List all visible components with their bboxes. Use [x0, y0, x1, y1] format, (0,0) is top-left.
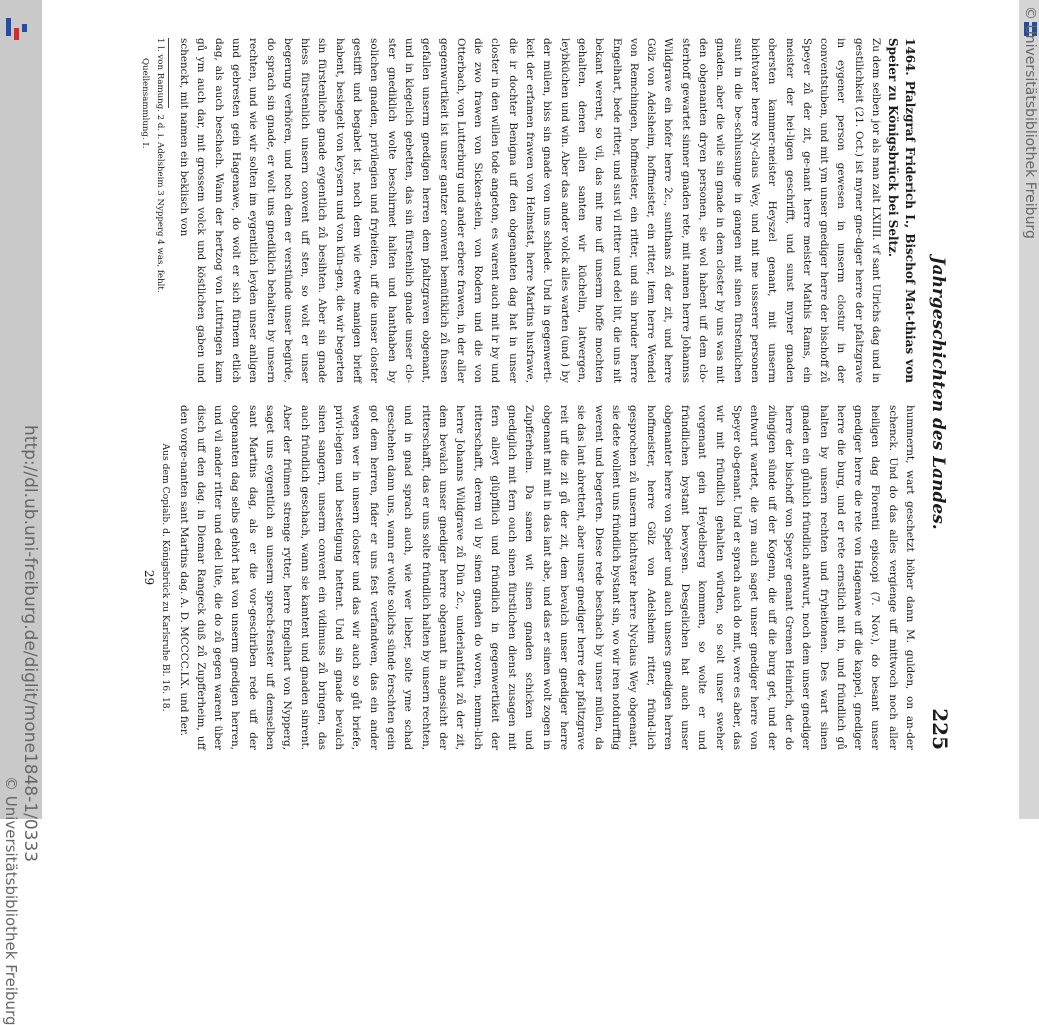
copyright-notice: © Universitätsbibliothek Freiburg	[2, 776, 20, 1025]
scanned-page	[84, 38, 952, 750]
signature-mark: Quellensammlung. I.	[139, 58, 150, 149]
left-column	[136, 38, 918, 383]
right-column-text: hummernt, wart geschetzt höher dann M. gulden, on an-der schenck. Und do das alles vergienge uff mittwoch noch aller heiligen dag Florentii episcopi (7. Nov.), do besant unser gnediger herre die rete von Hagenawe uff die kappel, gnediger herre die burg, und er rete ernstlich mit in, und fründlich gů halten by unsern rechten und fryheitonen. Des wart sinen gnaden ein gůnlich fründlich antwurt, noch dem unser gnediger herre der bischoff von Speyer genant Grenen Heinrich, der do züngigen sünde uff der Kogenn, die uff die burg get, und der entwurt wartet, die ym auch saget unser gnediger herre von Speyer ob-genant. Und er sprach auch do mit, were es aber, das wir mit fründlich gehalten würden, so solt unser sweher vorgenant gein Heydelberg kommen, so wolte er und fründlichen bystant bewysen. Desgelichen hat auch unser obgenanter herre von Speier und auch unsers gnedigen herren hoffmeister, herre Gölz von Adelsheim ritter, fründ-lich gesprochen zů unserm bichtvater herre Nyclaus Wey obgenant, sie dete wollent uns fründlich bystant sin, wo wir iren notdurfftig werent und begerten. Diese rede beschach by unser mülen, da sie das lant abrettent, aber unser gnediger herre der pfaltzgrave reit uff die zit gů der zit, dem bevalch unser gnediger herre obgenant mit mit in das lant abe, und das er sinen wolt zogen in Zupfferheim. Da sanen wit sinen gnaden schicken und gnediglich mit fern ouch sinen fürstlichen dienst zusagen mit fern alleyt glüpfflich und fründlich in gegenwertikeit der ritterschafft, derem vil by sinen gnaden do woren, nemm-lich herre Johanns Wildgrave zů Dün 2c., underlantfaut zů der zit, dem bevalch unser gnediger herre obgenant in angesicht der ritterschafft, das er uns solte fründlich halten by unsern rechten, und in gnad sprach auch, wie wer lieber, solte yme schad geschehen dann uns, wann er wolte solichs sünde ferschten gein got dem herren, fider er uns fest verfandwen, das ein ander wegen wer in unsern closter und das wir auch so gůt briefe, privi-legien und bestetigung hettent. Und sin gnade bevalch sinen sangern, unserm convent ein vidimuss zů bringen, das auch fründlich geschach, wann sie kamtent und gnaden sinrent. Aber der frümen strenge rytter, herre Engelhart von Nypperg, saget uns eygentlich an unserm sprech-fenster uff demselben sant Martins dag, als er die vor-geschriben rede uff der obgenanten dag selbs gehört hat von unserm gnedigen herren, und vil ander ritter und edel lüte, die do zů gegen warent über disch uff den dag. in Diemar Rangeck duß zů Zupfferheim, uff den vorge-nanten sant Martins dag. A. D. MCCCC.LX. und fier.	[177, 405, 916, 750]
left-column-text: Zu dem selben jor als man zalt LXIIII. vf sant Ulrichs dag und in gestilichkeit (21. Oct.) ist myner gne-diger herre der pfaltzgrave in eygener person gewesen in unserm clostur in der conventstuben, und mit ym unser gnediger herre der bischoff zů Speyer zů der zit, ge-nant herre meister Mathis Rams, ein meister der hei-ligen geschrifft, und sunst myner gnaden obersten kammer-meister Heyszel genant, mit unserm bichtvater herre Ny-claus Wey, und mit me ussserer personen sunt in die be-schlussunge in gangen mit sinen fürstenlichen gnaden. aber die wile sin gnade in dem closter by uns was mit den obgenanten dryen personen, sie wol habent uff dem clo-sterhoff gewartet sinner gnaden rete, mit namen herre Johannss Wildgrave ein hofer herre 2c., sunthans zů der zit, und herre Gölz von Adelsheim, hoffmeister, ein ritter, item herre Wendel von Remchingen, hoffmeister, ein ritter, und sin bruder herre Engelhart, bede ritter, und sust vil ritter und edel lüt, die uns nit bekant werent, so vil, das mit me uff unserm hoffe mochten gehalten. denen allen santen wir küchelin, latwergen, leybküchen und win. Aber das ander volck alles warten (und ) by der mülen, biss sin gnade von uns schiede. Und in gegenwerti-keit der erfamen frawen von Helmstat, herre Martins husfrawe, die ir dochter Benigna uff den obgenanten dag hat in unser closter in den willen tode angeton, es warent auch mit ir by und die zwo frawen von Sicken-stein, von Rodern und die von Otterbach, von Lutterburg und ander erbere frawen, in der aller gegenwurtikeit ist unser gantzer convent bemütiklich zů fussen gefallen unserm gnedigen herren dem pfaltzgraven obgenant, und in klegelich gebetten, das sin fürstenlich gnade unser clo-ster gnediklich wolte beschirmet halten und hanthaben by solichen gnaden, privilegien und fryheiten, uff die unser closter gestifft und begabet ist, noch dem wie etwe manigen brieff habent, besiegelt von keysern und von kün-gen, die wir begerten sin fürstenliche gnade eygentlich zů besihten. Aber sin gnade hiess fürstenlich unsern convent uff sten, so wolt er unser begerung verhören, und noch dem er verstünde unser begirde, do sprach sin gnade, er wolt uns gnediklich behalten by unsern rechten, und wie wir solten im eygentlich leyden unser anligen und gebresten gein Hagenawe, do wolt er sich fürnem etlich dag, als auch beschach. Wann der hertzog von Luttringen kam gů ym auch dar, mit grossem volck und köstlichen gaben und schenckt, mit namen ein beklisch von	[178, 38, 882, 383]
footnotes: 1 l. von Ramung. 2 d. i. Adelsheim 3 Nypperg 4 was, fehlt.	[154, 38, 165, 293]
page-number: 225	[928, 708, 952, 750]
sheet-number: 29	[141, 569, 156, 586]
entry-heading: 1464. Pfalzgraf Friderich I., Bischof Mat-thias von Speier zu Königsbrück bei Seltz.	[886, 38, 917, 383]
source-note: Aus dem Copialb. d. Königsbrück zu Karlsruhe Bl. 16. 18.	[160, 443, 172, 712]
source-url[interactable]: http://dl.ub.uni-freiburg.de/diglit/mone1848-1/0333	[20, 425, 40, 863]
copyright-notice-right: © Universitätsbibliothek Freiburg	[1022, 6, 1038, 239]
text-columns	[136, 38, 918, 750]
library-logo-icon	[6, 18, 27, 40]
running-head-title: Jahrgeschichten des Landes.	[928, 256, 948, 530]
footnote-divider	[168, 38, 169, 108]
running-head	[928, 38, 952, 750]
right-column	[136, 405, 918, 750]
